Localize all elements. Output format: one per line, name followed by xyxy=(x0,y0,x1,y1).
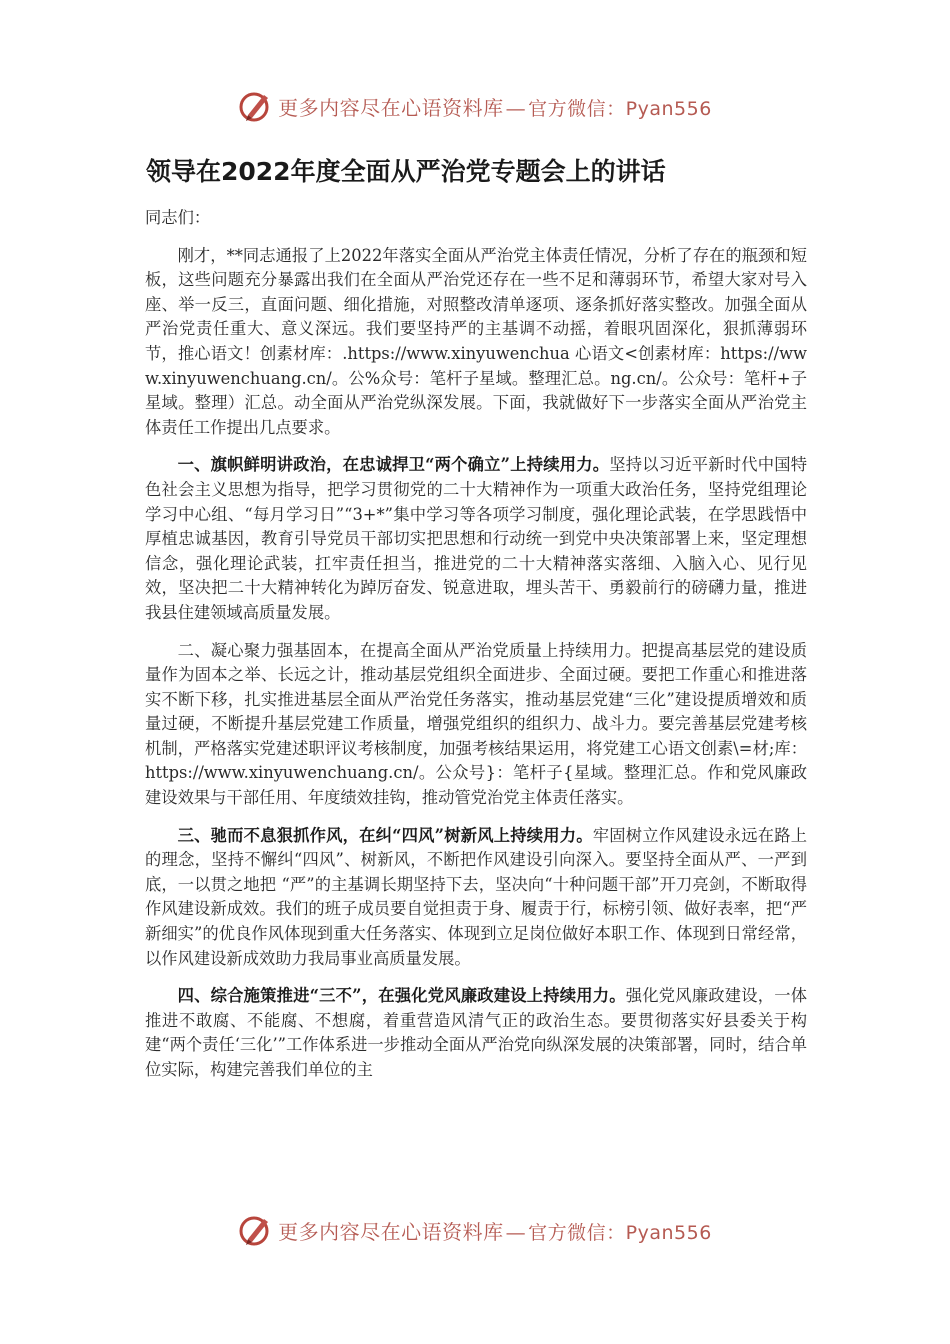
pen-logo-icon xyxy=(238,88,274,124)
paragraph-section-3: 三、驰而不息狠抓作风，在纠“四风”树新风上持续用力。牢固树立作风建设永远在路上的理念，坚持不懈纠“四风”、树新风，不断把作风建设引向深入。要坚持全面从严、一严到底，一以贯之地把 “严”的主基调长期坚持下去，坚决向“十种问题干部”开刀亮剑，不断取得作风建设新成效。我们的班子成员要自觉担责于身、履责于行，标榜引领、做好表率，把“严新细实”的优良作风体现到重大任务落实、体现到立足岗位做好本职工作、体现到日常经常，以作风建设新成效助力我局事业高质量发展。 xyxy=(145,825,807,968)
greeting: 同志们： xyxy=(145,208,211,227)
document-title: 领导在2022年度全面从严治党专题会上的讲话 xyxy=(146,157,666,186)
section-heading: 四、综合施策推进“三不”，在强化党风廉政建设上持续用力。 xyxy=(177,986,626,1006)
paragraph-section-4: 四、综合施策推进“三不”，在强化党风廉政建设上持续用力。强化党风廉政建设，一体推进不敢腐、不能腐、不想腐，着重营造风清气正的政治生态。要贯彻落实好县委关于构建“两个责任‘三化’”工作体系进一步推动全面从严治党向纵深发展的决策部署，同时，结合单位实际，构建完善我们单位的主 xyxy=(145,986,807,1079)
pen-logo-icon xyxy=(238,1212,274,1248)
document-body xyxy=(145,206,807,1096)
paragraph-section-1: 一、旗帜鲜明讲政治，在忠诚捍卫“两个确立”上持续用力。坚持以习近平新时代中国特色社会主义思想为指导，把学习贯彻党的二十大精神作为一项重大政治任务，坚持党组理论学习中心组、“每月学习日”“3+*”集中学习等各项学习制度，强化理论武装，在学思践悟中厚植忠诚基因，教育引导党员干部切实把思想和行动统一到党中央决策部署上来，坚定理想信念，强化理论武装，扛牢责任担当，推进党的二十大精神落实落细、入脑入心、见行见效，坚决把二十大精神转化为踔厉奋发、锐意进取，埋头苦干、勇毅前行的磅礴力量，推进我县住建领域高质量发展。 xyxy=(145,455,807,622)
paragraph-intro: 刚才，**同志通报了上2022年落实全面从严治党主体责任情况，分析了存在的瓶颈和短板，这些问题充分暴露出我们在全面从严治党还存在一些不足和薄弱环节，希望大家对号入座、举一反三，直面问题、细化措施，对照整改清单逐项、逐条抓好落实整改。加强全面从严治党责任重大、意义深远。我们要坚持严的主基调不动摇，着眼巩固深化，狠抓薄弱环节，推心语文！创素材库：.https://www.xinyuwenchua 心语文<创素材库：https://www.xinyuwenchuang.cn/。公%众号：笔杆子星域。整理汇总。ng.cn/。公众号：笔杆+子星域。整理）汇总。动全面从严治党纵深发展。下面，我就做好下一步落实全面从严治党主体责任工作提出几点要求。 xyxy=(145,245,807,437)
section-heading: 三、驰而不息狠抓作风，在纠“四风”树新风上持续用力。 xyxy=(177,825,593,845)
section-heading: 一、旗帜鲜明讲政治，在忠诚捍卫“两个确立”上持续用力。 xyxy=(177,455,610,475)
footer-watermark-banner xyxy=(0,1210,950,1250)
header-watermark-banner xyxy=(0,86,950,126)
watermark-text: 更多内容尽在心语资料库 — 官方微信：Pyan556 xyxy=(278,95,712,120)
watermark-text: 更多内容尽在心语资料库 — 官方微信：Pyan556 xyxy=(278,1219,712,1244)
paragraph-section-2: 二、凝心聚力强基固本，在提高全面从严治党质量上持续用力。把提高基层党的建设质量作为固本之举、长远之计，推动基层党组织全面进步、全面过硬。要把工作重心和推进落实不断下移，扎实推进基层全面从严治党任务落实，推动基层党建“三化”建设提质增效和质量过硬，不断提升基层党建工作质量，增强党组织的组织力、战斗力。要完善基层党建考核机制，严格落实党建述职评议考核制度，加强考核结果运用，将党建工心语文创素\=材;库：https://www.xinyuwenchuang.cn/。公众号}：笔杆子{星域。整理汇总。作和党风廉政建设效果与干部任用、年度绩效挂钩，推动管党治党主体责任落实。 xyxy=(145,640,807,808)
